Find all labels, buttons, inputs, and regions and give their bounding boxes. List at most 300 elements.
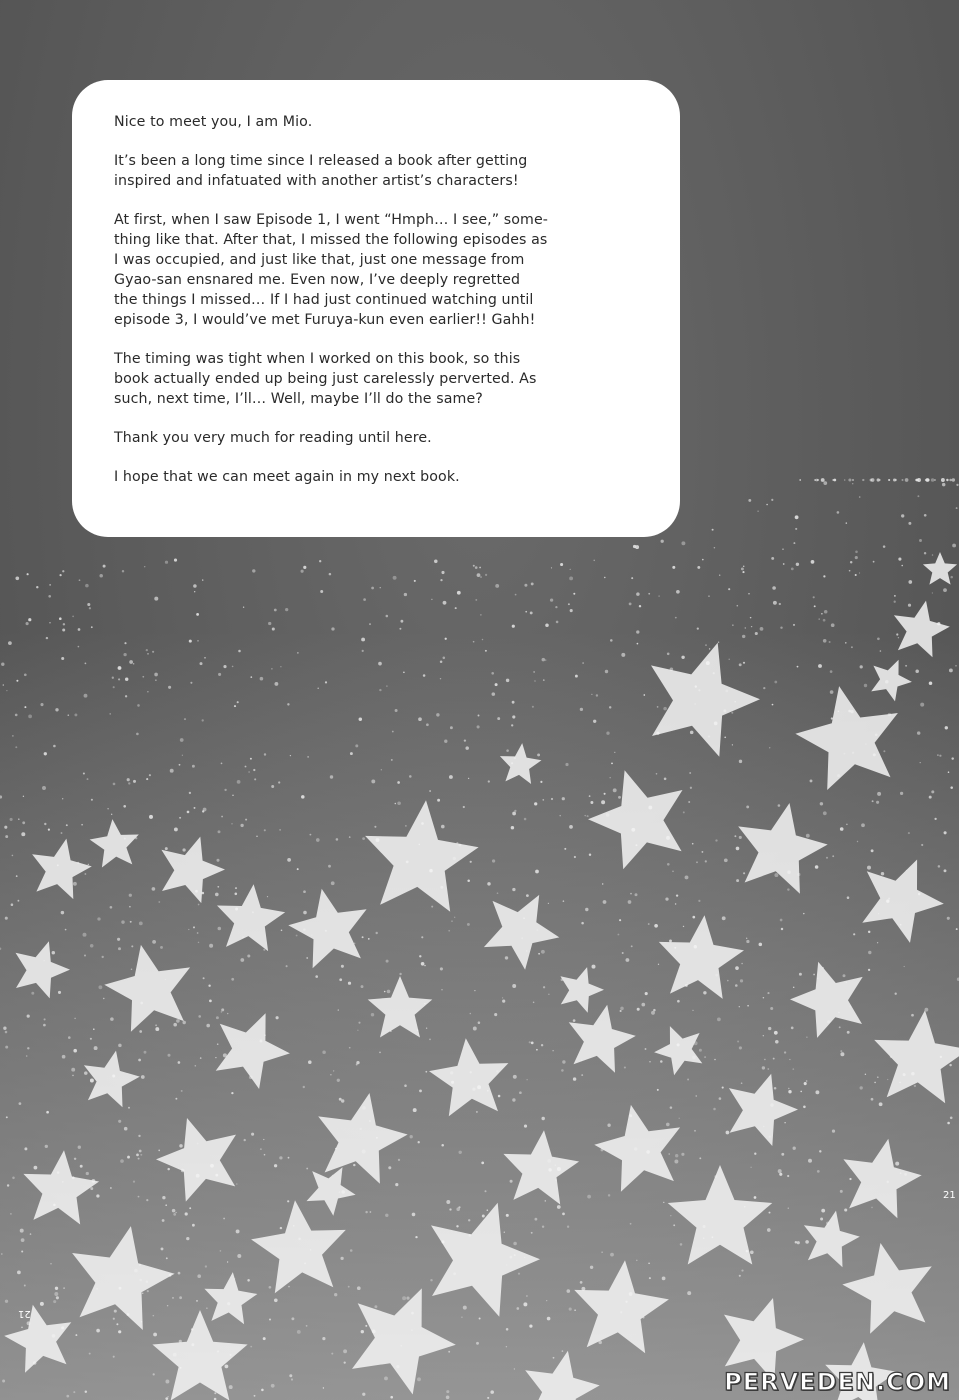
sparkle-dot [118, 666, 122, 670]
sparkle-dot [90, 1038, 92, 1040]
sparkle-dot [252, 569, 255, 572]
sparkle-dot [814, 605, 816, 607]
sparkle-dot [692, 1010, 693, 1011]
sparkle-dot [944, 869, 947, 872]
sparkle-dot [949, 1064, 951, 1066]
sparkle-dot [868, 951, 871, 954]
sparkle-dot [787, 888, 789, 890]
sparkle-dot [512, 984, 516, 988]
sparkle-dot [197, 640, 198, 641]
sparkle-dot [128, 1107, 130, 1109]
sparkle-dot [281, 930, 283, 932]
sparkle-dot [490, 1390, 494, 1394]
sparkle-dot [297, 652, 298, 653]
sparkle-dot [423, 674, 426, 677]
sparkle-dot [845, 642, 846, 643]
sparkle-dot [10, 818, 13, 821]
sparkle-dot [789, 1059, 790, 1060]
sparkle-dot [637, 643, 639, 645]
paragraph-2 [114, 210, 640, 330]
sparkle-dot [699, 1157, 701, 1159]
sparkle-dot [585, 908, 588, 911]
sparkle-dot [113, 1318, 115, 1320]
sparkle-dot [651, 1011, 655, 1015]
sparkle-dot [440, 967, 443, 970]
sparkle-dot [701, 851, 703, 853]
sparkle-dot [331, 1353, 333, 1355]
sparkle-dot [189, 792, 191, 794]
sparkle-dot [479, 1318, 481, 1320]
sparkle-dot [590, 801, 593, 804]
sparkle-dot [168, 686, 171, 689]
sparkle-dot [741, 567, 744, 570]
greeting-line: Nice to meet you, I am Mio. [114, 114, 313, 130]
sparkle-dot [455, 607, 457, 609]
paragraph-3-line: such, next time, I’ll… Well, maybe I’ll do the same? [114, 391, 483, 407]
sparkle-dot [216, 859, 219, 862]
sparkle-dot [449, 1208, 451, 1210]
sparkle-dot [929, 681, 933, 685]
sparkle-dot [688, 801, 690, 803]
sparkle-dot [441, 989, 442, 990]
sparkle-dot [478, 715, 480, 717]
sparkle-dot [5, 1031, 8, 1034]
sparkle-dot [783, 563, 785, 565]
sparkle-dot [516, 1307, 519, 1310]
sparkle-dot [43, 1024, 46, 1027]
sparkle-dot [186, 1237, 189, 1240]
sparkle-dot [681, 541, 685, 545]
sparkle-dot [59, 574, 61, 576]
sparkle-dot [945, 726, 948, 729]
sparkle-dot [333, 1070, 335, 1072]
sparkle-dot [184, 718, 186, 720]
sparkle-dot [492, 859, 495, 862]
sparkle-dot [370, 1211, 372, 1213]
sparkle-dot [172, 1297, 174, 1299]
sparkle-dot [813, 974, 815, 976]
sparkle-dot [943, 588, 947, 592]
sparkle-dot [562, 1350, 564, 1352]
sparkle-dot [538, 953, 540, 955]
sparkle-dot [879, 479, 881, 481]
sparkle-dot [63, 1287, 65, 1289]
sparkle-dot [250, 676, 252, 678]
sparkle-dot [218, 927, 222, 931]
sparkle-dot [85, 584, 89, 588]
sparkle-dot [388, 1166, 391, 1169]
sparkle-dot [153, 1333, 157, 1337]
sparkle-dot [180, 738, 184, 742]
sparkle-dot [821, 1209, 825, 1213]
sparkle-dot [204, 657, 206, 659]
sparkle-dot [901, 479, 903, 481]
sparkle-dot [844, 479, 846, 481]
sparkle-dot [118, 1330, 121, 1333]
sparkle-dot [174, 827, 178, 831]
sparkle-dot [673, 1224, 675, 1226]
sparkle-dot [303, 1086, 305, 1088]
sparkle-dot [932, 592, 933, 593]
sparkle-dot [569, 1308, 572, 1311]
sparkle-dot [179, 764, 181, 766]
sparkle-dot [161, 1247, 164, 1250]
sparkle-dot [919, 539, 922, 542]
sparkle-dot [563, 900, 565, 902]
sparkle-dot [833, 479, 836, 482]
sparkle-dot [668, 1153, 670, 1155]
sparkle-dot [109, 713, 111, 715]
sparkle-dot [610, 1253, 614, 1257]
sparkle-dot [852, 483, 853, 484]
sparkle-dot [609, 706, 611, 708]
sparkle-dot [482, 639, 484, 641]
sparkle-dot [545, 1200, 547, 1202]
sparkle-dot [110, 906, 113, 909]
sparkle-dot [848, 478, 851, 481]
sparkle-dot [569, 576, 573, 580]
sparkle-dot [830, 670, 833, 673]
sparkle-dot [477, 725, 480, 728]
sparkle-dot [488, 780, 490, 782]
sparkle-dot [73, 882, 77, 886]
page-number-left-mirrored: 21 [18, 1308, 31, 1319]
sparkle-dot [158, 901, 160, 903]
sparkle-dot [587, 1195, 591, 1199]
sparkle-dot [118, 947, 121, 950]
sparkle-dot [431, 599, 432, 600]
sparkle-dot [458, 1151, 461, 1154]
sparkle-dot [386, 960, 389, 963]
sparkle-dot [27, 1015, 30, 1018]
sparkle-dot [361, 638, 365, 642]
sparkle-dot [773, 601, 777, 605]
sparkle-dot [564, 848, 566, 850]
paragraph-2-line: Gyao-san ensnared me. Even now, I’ve deeply regretted [114, 272, 521, 288]
sparkle-dot [672, 870, 674, 872]
sparkle-dot [648, 1262, 650, 1264]
sparkle-dot [181, 1090, 183, 1092]
sparkle-dot [124, 642, 126, 644]
sparkle-dot [843, 974, 846, 977]
sparkle-dot [336, 838, 339, 841]
sparkle-dot [220, 1250, 222, 1252]
sparkle-dot [361, 1330, 364, 1333]
sparkle-dot [920, 762, 921, 763]
sparkle-dot [704, 1056, 706, 1058]
sparkle-dot [344, 1361, 346, 1363]
sparkle-dot [17, 1271, 21, 1275]
sparkle-dot [343, 1349, 347, 1353]
sparkle-dot [844, 1208, 847, 1211]
sparkle-dot [497, 717, 500, 720]
sparkle-dot [310, 834, 312, 836]
paragraph-2-line: the things I missed… If I had just continued watching until [114, 292, 534, 308]
sparkle-dot [437, 799, 440, 802]
sparkle-dot [740, 979, 743, 982]
sparkle-dot [245, 766, 247, 768]
sparkle-dot [421, 936, 423, 938]
sparkle-dot [354, 943, 355, 944]
sparkle-dot [799, 479, 801, 481]
sparkle-dot [470, 861, 472, 863]
sparkle-dot [194, 807, 196, 809]
sparkle-dot [580, 708, 583, 711]
sparkle-dot [760, 627, 764, 631]
paragraph-2-line: thing like that. After that, I missed the following episodes as [114, 232, 548, 248]
sparkle-dot [21, 1250, 23, 1252]
sparkle-dot [793, 1147, 796, 1150]
sparkle-dot [681, 656, 684, 659]
sparkle-dot [74, 1158, 76, 1160]
sparkle-dot [154, 673, 158, 677]
sparkle-dot [317, 688, 319, 690]
sparkle-dot [30, 1233, 32, 1235]
sparkle-dot [859, 496, 861, 498]
sparkle-dot [155, 680, 156, 681]
sparkle-dot [683, 926, 684, 927]
sparkle-dot [260, 677, 264, 681]
sparkle-dot [362, 936, 364, 938]
sparkle-dot [24, 1147, 27, 1150]
sparkle-dot [535, 1218, 538, 1221]
sparkle-dot [381, 769, 382, 770]
sparkle-dot [637, 1008, 640, 1011]
sparkle-dot [718, 642, 719, 643]
sparkle-dot [390, 1396, 393, 1399]
sparkle-dot [142, 1292, 144, 1294]
sparkle-dot [231, 978, 234, 981]
sparkle-dot [308, 1060, 312, 1064]
sparkle-dot [675, 1154, 678, 1157]
sparkle-dot [217, 1043, 219, 1045]
sparkle-dot [852, 479, 854, 481]
sparkle-dot [914, 1085, 916, 1087]
sparkle-dot [771, 557, 774, 560]
sparkle-dot [924, 552, 926, 554]
sparkle-dot [465, 746, 469, 750]
sparkle-dot [144, 566, 145, 567]
sparkle-dot [424, 965, 425, 966]
sparkle-dot [72, 1075, 74, 1077]
sparkle-dot [743, 662, 745, 664]
sparkle-dot [278, 781, 280, 783]
sparkle-dot [404, 593, 407, 596]
sparkle-dot [289, 1374, 292, 1377]
sparkle-dot [74, 1018, 76, 1020]
sparkle-dot [485, 650, 487, 652]
sparkle-dot [531, 582, 534, 585]
sparkle-dot [774, 1087, 777, 1090]
sparkle-dot [409, 775, 412, 778]
sparkle-dot [11, 903, 14, 906]
sparkle-dot [365, 1211, 367, 1213]
sparkle-dot [429, 1039, 431, 1041]
sparkle-dot [872, 800, 874, 802]
sparkle-dot [371, 1013, 374, 1016]
sparkle-dot [726, 1131, 730, 1135]
sparkle-dot [542, 658, 546, 662]
sparkle-dot [823, 639, 827, 643]
sparkle-dot [481, 1162, 484, 1165]
sparkle-dot [78, 1146, 81, 1149]
sparkle-dot [86, 1172, 89, 1175]
sparkle-dot [223, 1218, 225, 1220]
sparkle-dot [44, 1018, 46, 1020]
sparkle-dot [895, 1162, 899, 1166]
sparkle-dot [328, 865, 331, 868]
sparkle-dot [468, 778, 469, 779]
sparkle-dot [739, 1046, 742, 1049]
sparkle-dot [757, 510, 759, 512]
sparkle-dot [1, 663, 4, 666]
sparkle-dot [4, 826, 7, 829]
sparkle-dot [506, 1328, 509, 1331]
sparkle-dot [155, 1024, 157, 1026]
sparkle-dot [446, 1390, 449, 1393]
sparkle-dot [85, 663, 87, 665]
sparkle-dot [674, 1160, 678, 1164]
sparkle-dot [871, 1207, 873, 1209]
sparkle-dot [788, 1088, 789, 1089]
sparkle-dot [387, 990, 391, 994]
sparkle-dot [624, 1066, 626, 1068]
sparkle-dot [708, 595, 709, 596]
sparkle-dot [751, 626, 752, 627]
sparkle-dot [661, 540, 664, 543]
sparkle-dot [28, 715, 32, 719]
sparkle-dot [413, 1108, 417, 1112]
sparkle-dot [468, 1219, 470, 1221]
sparkle-dot [531, 1042, 534, 1045]
sparkle-dot [742, 635, 745, 638]
sparkle-dot [263, 949, 265, 951]
sparkle-dot [303, 566, 306, 569]
sparkle-dot [267, 896, 268, 897]
sparkle-dot [44, 823, 46, 825]
sparkle-dot [20, 1229, 24, 1233]
sparkle-dot [766, 504, 768, 506]
sparkle-dot [216, 1016, 219, 1019]
sparkle-dot [732, 744, 733, 745]
sparkle-dot [271, 1384, 275, 1388]
sparkle-dot [482, 1215, 485, 1218]
sparkle-dot [192, 1224, 195, 1227]
sparkle-dot [113, 783, 116, 786]
sparkle-dot [133, 663, 135, 665]
sparkle-dot [98, 985, 102, 989]
sparkle-dot [937, 754, 939, 756]
sparkle-dot [53, 745, 56, 748]
sparkle-dot [417, 1377, 421, 1381]
sparkle-dot [107, 808, 108, 809]
sparkle-dot [611, 762, 613, 764]
sparkle-dot [853, 933, 855, 935]
sparkle-dot [602, 883, 603, 884]
sparkle-dot [338, 1009, 339, 1010]
sparkle-dot [152, 887, 156, 891]
sparkle-dot [956, 484, 958, 486]
sparkle-dot [877, 1076, 879, 1078]
sparkle-dot [363, 598, 366, 601]
sparkle-dot [196, 613, 199, 616]
sparkle-dot [138, 1059, 141, 1062]
paragraph-1-line: It’s been a long time since I released a book after getting [114, 153, 528, 169]
sparkle-dot [679, 1118, 680, 1119]
sparkle-dot [205, 1265, 207, 1267]
sparkle-dot [636, 592, 640, 596]
sparkle-dot [280, 666, 281, 667]
sparkle-dot [130, 921, 132, 923]
sparkle-dot [784, 1051, 786, 1053]
sparkle-dot [768, 1027, 771, 1030]
sparkle-dot [793, 624, 795, 626]
sparkle-dot [681, 1153, 684, 1156]
sparkle-dot [867, 866, 871, 870]
sparkle-dot [705, 644, 707, 646]
sparkle-dot [167, 1168, 169, 1170]
sparkle-dot [630, 1223, 632, 1225]
sparkle-dot [36, 586, 38, 588]
sparkle-dot [337, 1079, 340, 1082]
sparkle-dot [359, 717, 362, 720]
sparkle-dot [146, 778, 148, 780]
sparkle-dot [629, 602, 632, 605]
sparkle-dot [656, 773, 658, 775]
sparkle-dot [40, 1302, 44, 1306]
sparkle-dot [475, 599, 477, 601]
sparkle-dot [713, 1108, 716, 1111]
sparkle-dot [395, 709, 398, 712]
sparkle-dot [687, 1079, 689, 1081]
sparkle-dot [425, 1071, 427, 1073]
sparkle-dot [865, 1074, 866, 1075]
sparkle-dot [6, 1116, 8, 1118]
sparkle-dot [236, 1229, 240, 1233]
sparkle-dot [307, 756, 309, 758]
sparkle-dot [905, 665, 907, 667]
sparkle-dot [334, 1293, 337, 1296]
sparkle-dot [5, 1300, 8, 1303]
sparkle-dot [90, 1079, 94, 1083]
sparkle-dot [322, 1337, 325, 1340]
sparkle-dot [950, 576, 953, 579]
sparkle-dot [358, 1022, 360, 1024]
sparkle-dot [209, 1000, 212, 1003]
sparkle-dot [778, 1169, 782, 1173]
sparkle-dot [734, 835, 736, 837]
sparkle-dot [272, 627, 275, 630]
sparkle-dot [620, 1010, 622, 1012]
sparkle-dot [908, 522, 911, 525]
sparkle-dot [608, 1194, 610, 1196]
sparkle-dot [815, 479, 818, 482]
sparkle-dot [125, 695, 127, 697]
sparkle-dot [955, 665, 957, 667]
sparkle-dot [288, 1286, 290, 1288]
sparkle-dot [562, 797, 565, 800]
sparkle-dot [137, 704, 140, 707]
sparkle-dot [264, 829, 266, 831]
sparkle-dot [924, 514, 927, 517]
sparkle-dot [386, 685, 388, 687]
sparkle-dot [523, 1302, 527, 1306]
sparkle-dot [96, 1329, 100, 1333]
sparkle-dot [245, 819, 247, 821]
sparkle-dot [658, 964, 659, 965]
sparkle-dot [3, 1027, 6, 1030]
sparkle-dot [268, 622, 271, 625]
